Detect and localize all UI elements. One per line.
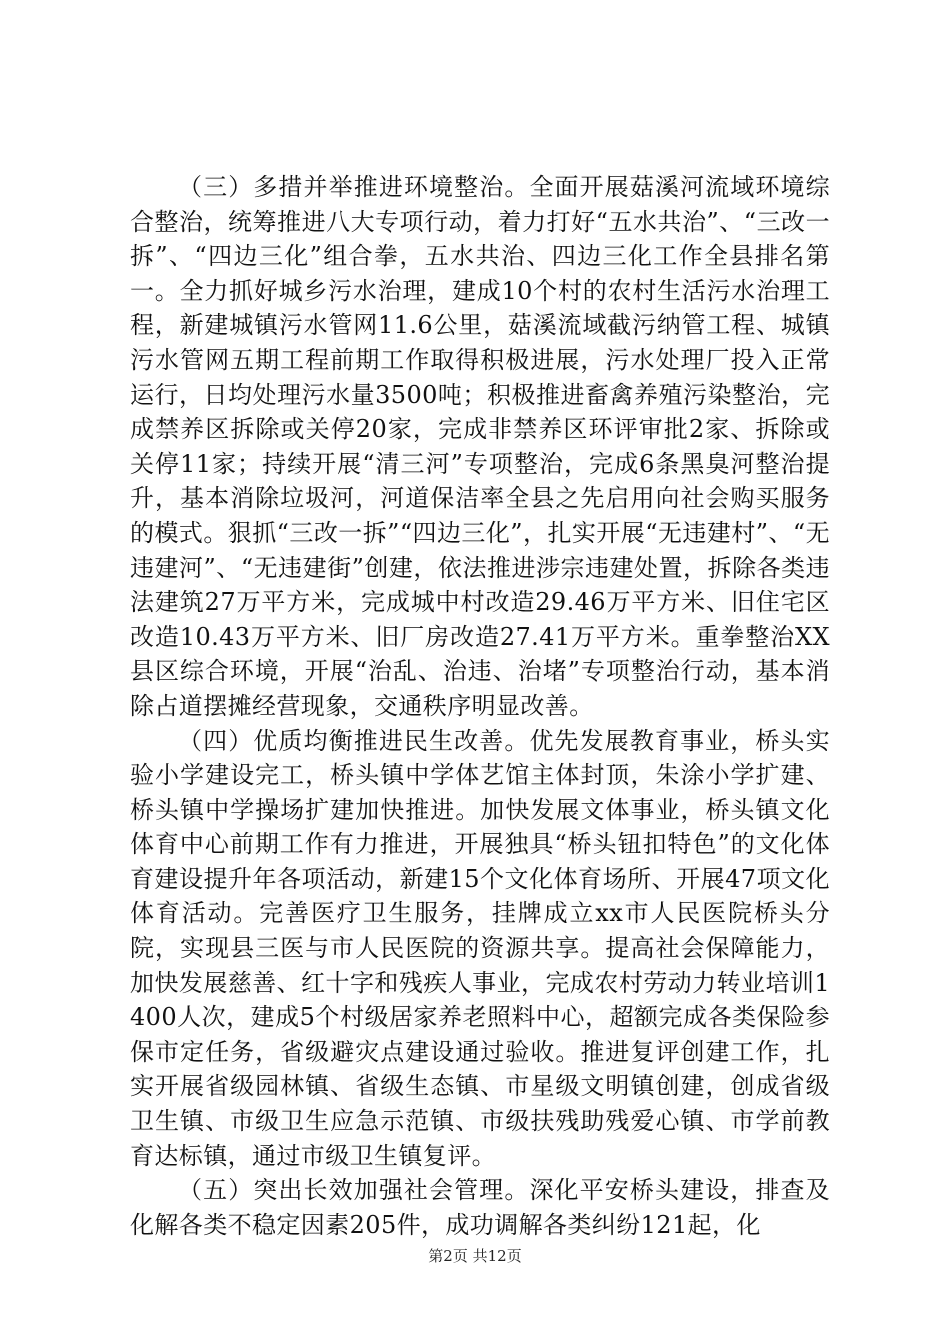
paragraph-environment: （三）多措并举推进环境整治。全面开展菇溪河流域环境综合整治，统筹推进八大专项行动，着力打好“五水共治”、“三改一拆”、“四边三化”组合拳，五水共治、四边三化工作全县排名第一。全力抓好城乡污水治理，建成10个村的农村生活污水治理工程，新建城镇污水管网11.6公里，菇溪流域截污纳管工程、城镇污水管网五期工程前期工作取得积极进展，污水处理厂投入正常运行，日均处理污水量3500吨；积极推进畜禽养殖污染整治，完成禁养区拆除或关停20家，完成非禁养区环评审批2家、拆除或关停11家；持续开展“清三河”专项整治，完成6条黑臭河整治提升，基本消除垃圾河，河道保洁率全县之先启用向社会购买服务的模式。狠抓“三改一拆”“四边三化”，扎实开展“无违建村”、“无违建河”、“无违建街”创建，依法推进涉宗违建处置，拆除各类违法建筑27万平方米，完成城中村改造29.46万平方米、旧住宅区改造10.43万平方米、旧厂房改造27.41万平方米。重拳整治XX县区综合环境，开展“治乱、治违、治堵”专项整治行动，基本消除占道摆摊经营现象，交通秩序明显改善。	[130, 173, 830, 720]
document-body	[130, 170, 830, 1242]
paragraph-social-management: （五）突出长效加强社会管理。深化平安桥头建设，排查及化解各类不稳定因素205件，成功调解各类纠纷121起，化	[130, 1176, 830, 1239]
page-number: 第2页 共12页	[428, 1247, 522, 1265]
paragraph-livelihood: （四）优质均衡推进民生改善。优先发展教育事业，桥头实验小学建设完工，桥头镇中学体艺馆主体封顶，朱涂小学扩建、桥头镇中学操场扩建加快推进。加快发展文体事业，桥头镇文化体育中心前期工作有力推进，开展独具“桥头钮扣特色”的文化体育建设提升年各项活动，新建15个文化体育场所、开展47项文化体育活动。完善医疗卫生服务，挂牌成立xx市人民医院桥头分院，实现县三医与市人民医院的资源共享。提高社会保障能力，加快发展慈善、红十字和残疾人事业，完成农村劳动力转业培训1400人次，建成5个村级居家养老照料中心，超额完成各类保险参保市定任务，省级避灾点建设通过验收。推进复评创建工作，扎实开展省级园林镇、省级生态镇、市星级文明镇创建，创成省级卫生镇、市级卫生应急示范镇、市级扶残助残爱心镇、市学前教育达标镇，通过市级卫生镇复评。	[130, 726, 830, 1170]
page-footer	[0, 1245, 950, 1266]
